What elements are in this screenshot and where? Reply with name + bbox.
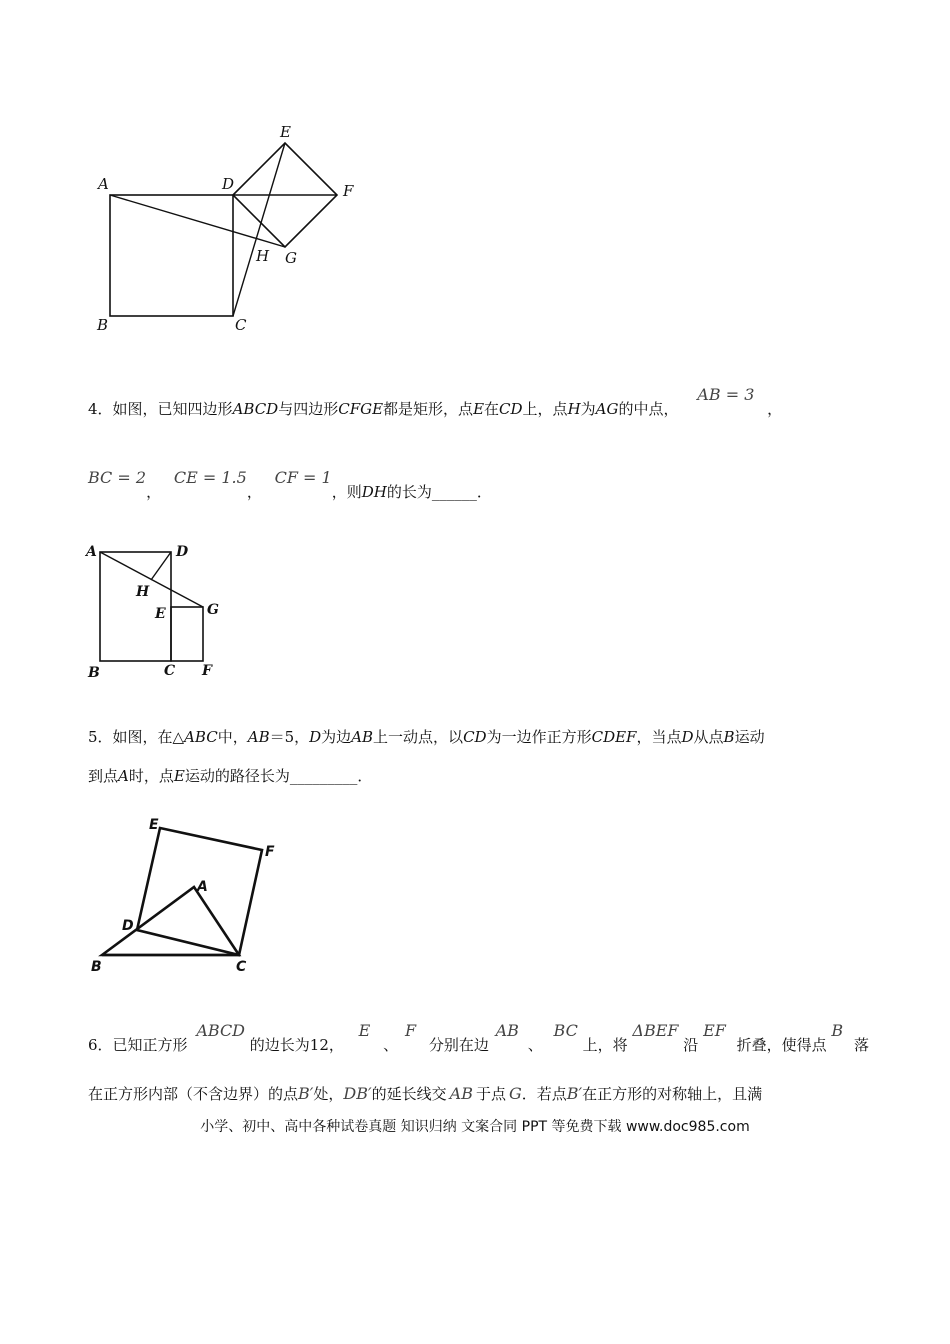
expr-b-prime: B′ — [298, 1084, 314, 1103]
page-footer: 小学、初中、高中各种试卷真题 知识归纳 文案合同 PPT 等免费下载 www.doc985.com — [200, 1119, 750, 1135]
label-g: G — [285, 249, 297, 267]
label-b: B — [97, 316, 109, 334]
label-a: A — [197, 879, 208, 895]
expr-db-prime: DB′ — [343, 1084, 372, 1103]
expr-ce-1-5: CE = 1.5 — [173, 468, 247, 487]
label-a: A — [86, 544, 97, 560]
expr-bc: BC — [553, 1021, 578, 1040]
label-f: F — [202, 663, 212, 679]
label-g: G — [207, 602, 219, 618]
rect-cfge — [171, 607, 203, 661]
expr-f: F — [404, 1021, 417, 1040]
question-5-line-1: 5．如图，在△ABC中，AB＝5，D为边AB上一动点，以CD为一边作正方形CDEF，当点D从点B运动 — [88, 728, 765, 746]
expr-ab: AB — [449, 1084, 473, 1103]
label-e: E — [149, 817, 159, 833]
label-f: F — [343, 182, 354, 200]
label-b: B — [88, 665, 100, 681]
label-e: E — [280, 123, 291, 141]
question-4-line-2: BC = 2， CE = 1.5， CF = 1，则DH的长为______． — [88, 468, 492, 501]
expr-b-prime-2: B′ — [566, 1084, 583, 1103]
expr-bc-2: BC = 2 — [88, 468, 147, 487]
question-6-line-1: 6．已知正方形 ABCD 的边长为12， E 、 F 分别在边 AB 、 BC 上，将 ΔBEF 沿 EF 折叠，使得点 B 落 — [88, 1021, 869, 1054]
expr-ef: EF — [703, 1021, 726, 1040]
label-h: H — [256, 247, 270, 265]
question-5-line-2: 到点A时，点E运动的路径长为_________． — [88, 767, 373, 785]
expr-b: B — [831, 1021, 844, 1040]
label-f: F — [265, 844, 275, 860]
question-4-line-1: 4．如图，已知四边形ABCD与四边形CFGE都是矩形，点E在CD上，点H为AG的中点， AB = 3 ， — [88, 385, 783, 418]
expr-ab-3: AB = 3 — [697, 385, 755, 404]
label-h: H — [136, 584, 150, 600]
expr-ab: AB — [495, 1021, 519, 1040]
label-c: C — [236, 959, 247, 975]
label-d: D — [222, 175, 235, 193]
expr-e: E — [358, 1021, 371, 1040]
label-d: D — [122, 918, 134, 934]
segment-dh — [151, 552, 171, 580]
figure-triangle-square-cdef — [0, 805, 300, 985]
expr-triangle-bef: ΔBEF — [632, 1021, 679, 1040]
question-6-line-2: 在正方形内部（不含边界）的点B′处，DB′的延长线交 AB 于点 G．若点B′在正方形的对称轴上，且满 — [88, 1084, 763, 1103]
label-d: D — [176, 544, 189, 560]
expr-g: G — [508, 1084, 522, 1103]
expr-cf-1: CF = 1 — [274, 468, 332, 487]
label-e: E — [155, 606, 166, 622]
figure-squares-abcd-defg — [0, 0, 950, 360]
label-b: B — [91, 959, 102, 975]
label-c: C — [164, 663, 176, 679]
figure-rectangles-abcd-cfge — [0, 535, 300, 685]
expr-abcd: ABCD — [196, 1021, 246, 1040]
label-c: C — [235, 316, 247, 334]
label-a: A — [98, 175, 109, 193]
